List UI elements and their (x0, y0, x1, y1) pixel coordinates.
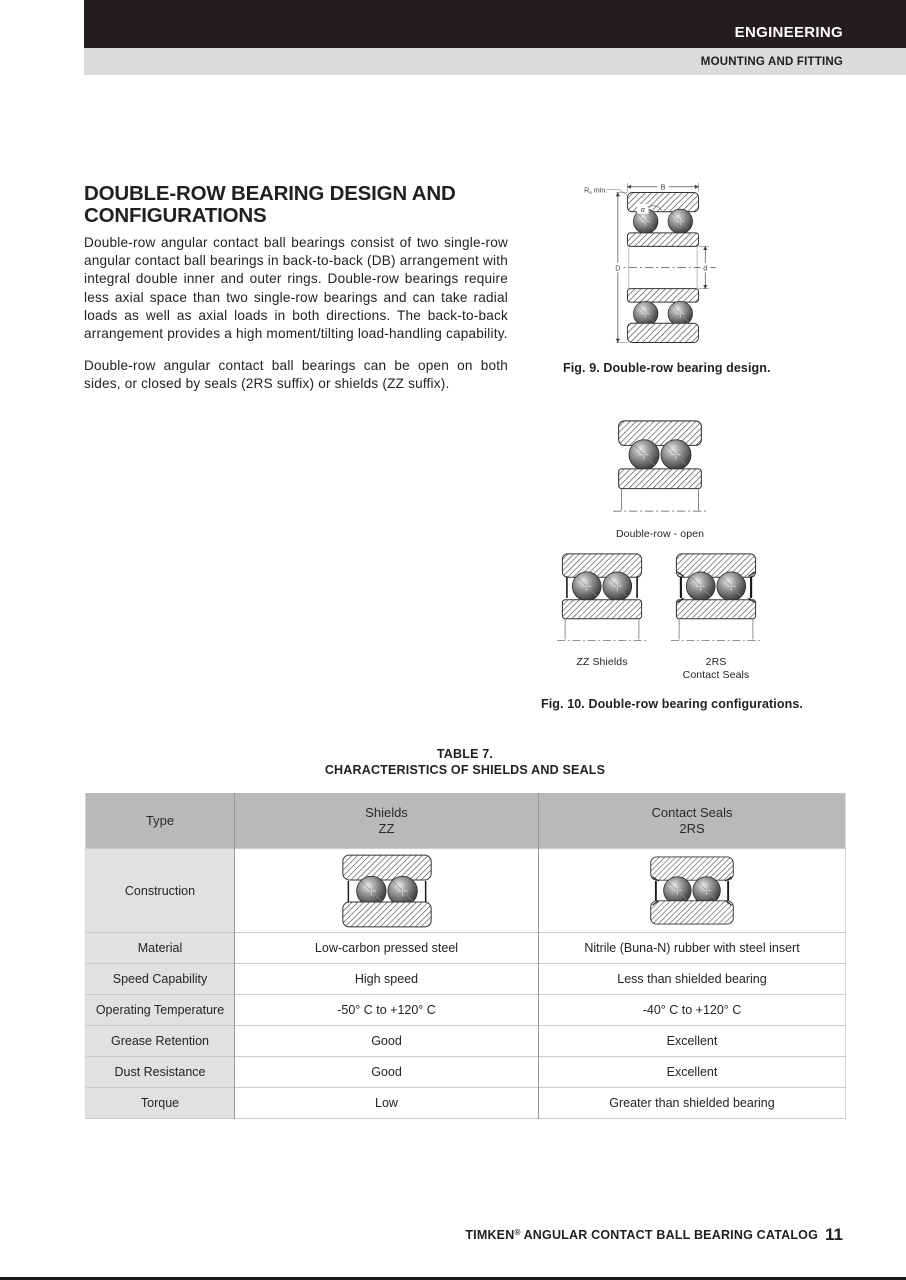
seals-header-line1: Contact Seals (651, 804, 733, 820)
table-7 (85, 793, 846, 1119)
row-label: Torque (86, 1088, 235, 1119)
row-label: Speed Capability (86, 964, 235, 995)
dust-seals-value: Excellent (539, 1057, 846, 1088)
column-header-contact-seals (539, 793, 846, 849)
dust-shields-value: Good (235, 1057, 539, 1088)
section-title: ENGINEERING (734, 24, 843, 41)
row-label: Construction (86, 849, 235, 933)
section-header-bar (84, 0, 906, 48)
fig10-2rs-label-line2: Contact Seals (682, 668, 750, 681)
torque-seals-value: Greater than shielded bearing (539, 1088, 846, 1119)
grease-seals-value: Excellent (539, 1026, 846, 1057)
temperature-seals-value: -40° C to +120° C (539, 995, 846, 1026)
table-row-dust-resistance (86, 1057, 846, 1088)
catalog-title: ANGULAR CONTACT BALL BEARING CATALOG (520, 1228, 819, 1242)
table-row-operating-temperature (86, 995, 846, 1026)
paragraph-1: Double-row angular contact ball bearings consist of two single-row angular contact ball bearings in back-to-back (DB) arrangement with integral double inner and outer rings. Double-row bearings require less axial space than two single-row bearings and can take radial loads as well as axial loads in both directions. The back-to-back arrangement provides a high moment/tilting load-handling capability. (84, 235, 508, 342)
sealed-bearing-section-image (649, 856, 735, 925)
page-number: 11 (825, 1225, 843, 1244)
table-row-grease-retention (86, 1026, 846, 1057)
torque-shields-value: Low (235, 1088, 539, 1119)
fig9-label-d: d (703, 263, 708, 273)
fig10-2rs-label (666, 656, 766, 681)
material-shields-value: Low-carbon pressed steel (235, 933, 539, 964)
article-body (84, 234, 508, 408)
table-7-title (85, 747, 845, 778)
construction-shields-cell (235, 849, 539, 933)
fig10-caption: Fig. 10. Double-row bearing configurations. (541, 697, 803, 711)
page-title: DOUBLE-ROW BEARING DESIGN AND CONFIGURATIONS (84, 182, 456, 227)
column-header-shields (235, 793, 539, 849)
catalog-brand: TIMKEN (465, 1228, 515, 1242)
fig9-label-D: D (615, 263, 621, 273)
row-label: Material (86, 933, 235, 964)
fig9-label-alpha: α (640, 204, 645, 214)
row-label: Dust Resistance (86, 1057, 235, 1088)
grease-shields-value: Good (235, 1026, 539, 1057)
construction-seals-cell (539, 849, 846, 933)
fig10-zz-label: ZZ Shields (576, 656, 628, 668)
speed-shields-value: High speed (235, 964, 539, 995)
fig9-label-B: B (660, 182, 666, 192)
row-label: Operating Temperature (86, 995, 235, 1026)
page-footer (84, 1225, 843, 1245)
table-row-material (86, 933, 846, 964)
seals-header-line2: 2RS (679, 820, 705, 836)
column-header-type: Type (86, 793, 235, 849)
table-7-title-line1: TABLE 7. (436, 747, 494, 761)
speed-seals-value: Less than shielded bearing (539, 964, 846, 995)
table-header-row (86, 793, 846, 849)
table-row-torque (86, 1088, 846, 1119)
fig9-bearing-design-diagram (583, 181, 718, 354)
subsection-header-bar (84, 48, 906, 75)
shields-header-line1: Shields (365, 804, 408, 820)
subsection-title: MOUNTING AND FITTING (700, 55, 843, 68)
fig9-caption: Fig. 9. Double-row bearing design. (563, 361, 771, 375)
fig10-open-bearing-diagram (613, 420, 707, 514)
fig9-label-Rs-min: $R_s$ min. (584, 185, 608, 196)
shields-header-line2: ZZ (378, 820, 395, 836)
fig10-2rs-label-line1: 2RS (705, 656, 727, 668)
table-row-speed-capability (86, 964, 846, 995)
paragraph-2: Double-row angular contact ball bearings can be open on both sides, or closed by seals (2RS suffix) or shields (ZZ suffix). (84, 358, 508, 392)
fig10-2rs-contact-seals-diagram (671, 553, 761, 643)
material-seals-value: Nitrile (Buna-N) rubber with steel insert (539, 933, 846, 964)
table-row-construction (86, 849, 846, 933)
temperature-shields-value: -50° C to +120° C (235, 995, 539, 1026)
registered-mark: ® (514, 1228, 521, 1237)
fig10-zz-shields-diagram (557, 553, 647, 643)
row-label: Grease Retention (86, 1026, 235, 1057)
shielded-bearing-section-image (341, 854, 433, 928)
fig10-open-label: Double-row - open (615, 528, 705, 540)
table-7-title-line2: CHARACTERISTICS OF SHIELDS AND SEALS (324, 762, 606, 777)
